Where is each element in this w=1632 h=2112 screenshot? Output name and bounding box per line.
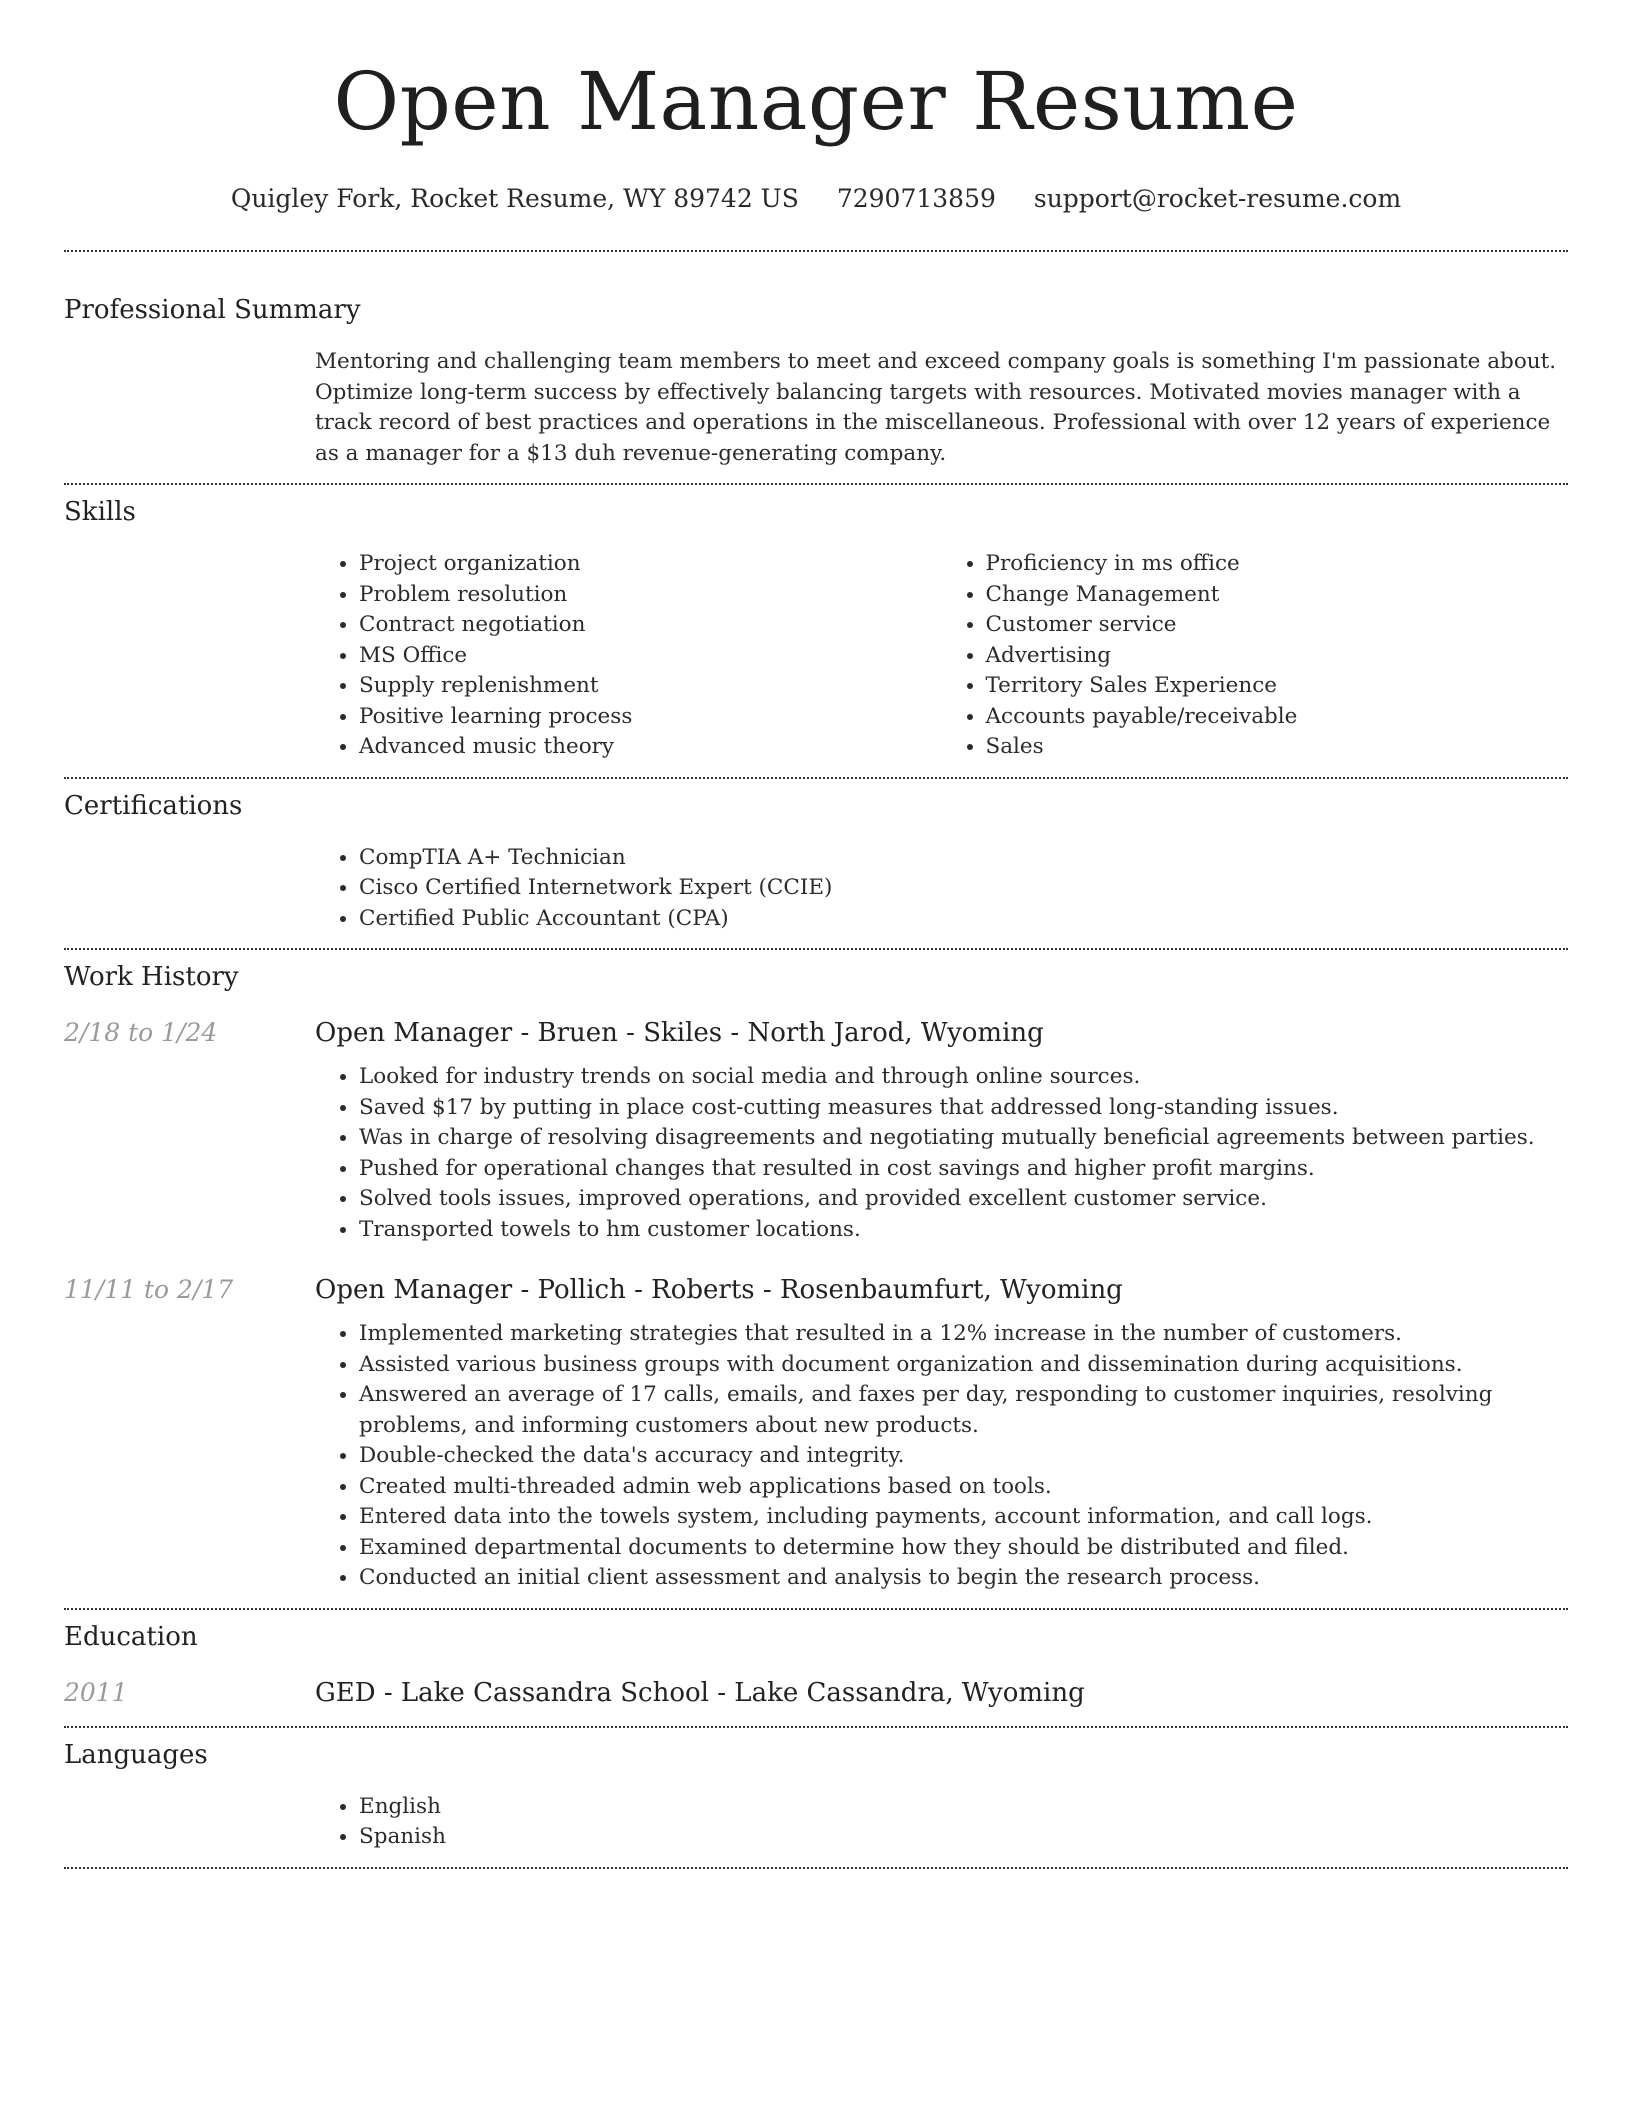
- job-dates: 2/18 to 1/24: [64, 1018, 218, 1047]
- contact-address: Quigley Fork, Rocket Resume, WY 89742 US: [230, 184, 799, 213]
- certification-item: • Certified Public Accountant (CPA): [359, 904, 1568, 935]
- job-dates: 11/11 to 2/17: [64, 1275, 234, 1304]
- job-bullet: • Transported towels to hm customer locations.: [359, 1215, 1568, 1246]
- certification-item: • Cisco Certified Internetwork Expert (CCIE): [359, 873, 1568, 904]
- skill-item: • Contract negotiation: [359, 610, 942, 641]
- job-bullet: • Conducted an initial client assessment and analysis to begin the research process.: [359, 1563, 1568, 1594]
- job-bullet: • Looked for industry trends on social media and through online sources.: [359, 1062, 1568, 1093]
- languages-heading: Languages: [64, 1739, 208, 1770]
- skill-item: • Positive learning process: [359, 702, 942, 733]
- job-bullet: • Was in charge of resolving disagreements and negotiating mutually beneficial agreements between parties.: [359, 1123, 1568, 1154]
- job-bullet: • Pushed for operational changes that resulted in cost savings and higher profit margins.: [359, 1154, 1568, 1185]
- skill-item: • Project organization: [359, 549, 942, 580]
- skills-left-column: [315, 549, 942, 763]
- skill-item: • Accounts payable/receivable: [986, 702, 1569, 733]
- certifications-list: [315, 843, 1568, 935]
- skills-heading: Skills: [64, 497, 136, 527]
- skill-item: • Sales: [986, 732, 1569, 763]
- job-bullet: • Created multi-threaded admin web applications based on tools.: [359, 1472, 1568, 1503]
- skills-right-column: [942, 549, 1569, 763]
- education-year: 2011: [64, 1677, 128, 1707]
- job-bullet: • Solved tools issues, improved operations, and provided excellent customer service.: [359, 1184, 1568, 1215]
- contact-line: [64, 182, 1568, 216]
- skill-item: • Advanced music theory: [359, 732, 942, 763]
- job-bullet: • Entered data into the towels system, including payments, account information, and call logs.: [359, 1502, 1568, 1533]
- education-heading: Education: [64, 1621, 198, 1652]
- job-bullets: [315, 1062, 1568, 1245]
- job-bullet: • Answered an average of 17 calls, emails, and faxes per day, responding to customer inquiries, resolving problems, and informing customers about new products.: [359, 1380, 1568, 1441]
- job-entry: [64, 1016, 1568, 1245]
- skill-item: • Problem resolution: [359, 580, 942, 611]
- contact-email: support@rocket-resume.com: [1033, 184, 1402, 213]
- job-title: Open Manager - Pollich - Roberts - Rosenbaumfurt, Wyoming: [315, 1275, 1123, 1305]
- skill-item: • Supply replenishment: [359, 671, 942, 702]
- skill-item: • MS Office: [359, 641, 942, 672]
- work-history-heading: Work History: [64, 962, 239, 992]
- job-bullet: • Examined departmental documents to determine how they should be distributed and filed.: [359, 1533, 1568, 1564]
- job-bullet: • Saved $17 by putting in place cost-cutting measures that addressed long-standing issues.: [359, 1093, 1568, 1124]
- education-section: [64, 1610, 1568, 1710]
- resume-title: Open Manager Resume: [333, 55, 1299, 148]
- skill-item: • Territory Sales Experience: [986, 671, 1569, 702]
- languages-section: [64, 1728, 1568, 1853]
- skill-item: • Advertising: [986, 641, 1569, 672]
- summary-text: Mentoring and challenging team members to meet and exceed company goals is something I'm passionate about. Optimize long-term success by effectively balancing targets with resources. Motivated movies manager with a track record of best practices and operations in the miscellaneous. Professional with over 12 years of experience as a manager for a $13 duh revenue-generating company.: [315, 349, 1557, 466]
- job-bullets: [315, 1319, 1568, 1594]
- skill-item: • Customer service: [986, 610, 1569, 641]
- skill-item: • Proficiency in ms office: [986, 549, 1569, 580]
- skills-list: [315, 549, 1568, 763]
- job-title: Open Manager - Bruen - Skiles - North Jarod, Wyoming: [315, 1018, 1044, 1048]
- language-item: • Spanish: [359, 1822, 1568, 1853]
- certification-item: • CompTIA A+ Technician: [359, 843, 1568, 874]
- job-entry: [64, 1273, 1568, 1594]
- section-divider: [64, 1867, 1568, 1869]
- job-bullet: • Assisted various business groups with document organization and dissemination during acquisitions.: [359, 1350, 1568, 1381]
- job-bullet: • Implemented marketing strategies that resulted in a 12% increase in the number of customers.: [359, 1319, 1568, 1350]
- summary-heading: Professional Summary: [64, 295, 361, 325]
- job-bullet: • Double-checked the data's accuracy and integrity.: [359, 1441, 1568, 1472]
- work-history-section: [64, 950, 1568, 1594]
- certifications-section: [64, 779, 1568, 935]
- skills-section: [64, 485, 1568, 763]
- contact-phone: 7290713859: [836, 184, 996, 213]
- certifications-heading: Certifications: [64, 790, 243, 821]
- languages-list: [315, 1792, 1568, 1853]
- language-item: • English: [359, 1792, 1568, 1823]
- education-entry: GED - Lake Cassandra School - Lake Cassandra, Wyoming: [315, 1677, 1085, 1708]
- skill-item: • Change Management: [986, 580, 1569, 611]
- summary-section: [64, 252, 1568, 469]
